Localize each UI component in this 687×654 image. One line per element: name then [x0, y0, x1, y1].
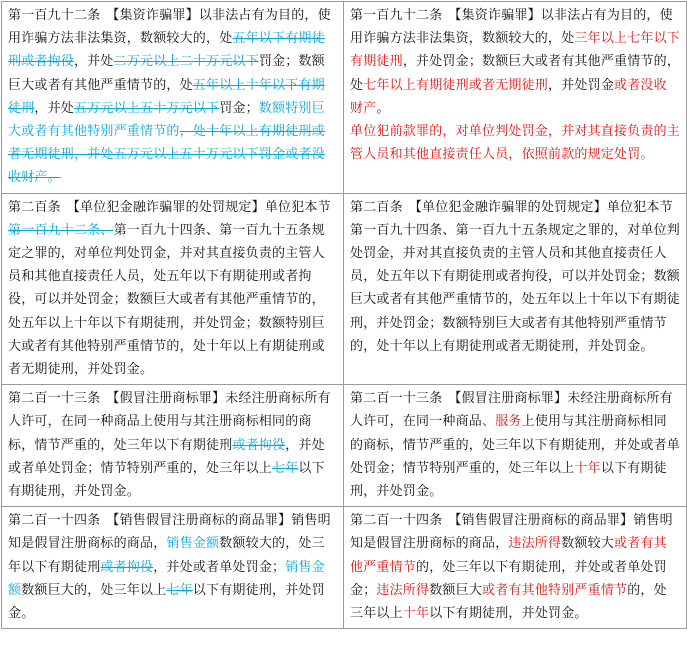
text-segment: 以下有期徒刑，并处罚金。: [8, 460, 325, 500]
old-text-cell: [2, 193, 344, 385]
text-segment: 。: [376, 100, 390, 116]
text-segment: 的，处三年以上: [350, 582, 667, 622]
text-segment: ，并处或者单处罚金；情节特别严重的，处三年以上: [8, 437, 325, 476]
article-number: 第二百条: [8, 199, 61, 215]
article-title: 【假冒注册商标罪】: [106, 391, 226, 407]
amended-text: 违法所得: [508, 536, 562, 552]
amended-text: 单位犯前款罪的，对单位判处罚金，并对其直接负责的主管人员和其他直接责任人员，依照前款的规定处罚。: [350, 124, 681, 163]
amended-text: 或者有其他特别严重情节: [482, 582, 628, 598]
deleted-text: 二万元以上二十万元以下: [113, 54, 259, 70]
amended-text: 或者没收财产: [350, 77, 667, 116]
text-segment: 未经注册商标所有人许可，在同一种商品: [350, 391, 673, 430]
amended-text: 十年: [402, 606, 430, 622]
deleted-text: ，处十年以上有期徒刑或者无期徒刑，并处五万元以上五十万元以下罚金或者没收财产。: [8, 124, 325, 186]
deleted-text: 七年: [166, 582, 193, 598]
new-text-cell: [344, 2, 687, 194]
deleted-text: 五年以上十年以下有期徒刑: [8, 77, 325, 116]
deleted-text: 五年以下有期徒刑或者拘役: [8, 31, 325, 70]
text-segment: 以非法占有为目的，使用诈骗方法非法集资，数额较大的，处: [8, 8, 331, 47]
text-segment: 以下有期徒刑，并处罚金。: [350, 460, 667, 500]
text-segment: 的，处三年以下有期徒刑，并处或者单处罚金；: [350, 559, 667, 598]
table-row-art192: [2, 2, 687, 194]
article-title: 【销售假冒注册商标的商品罪】: [448, 513, 634, 529]
text-segment: 单位犯本节: [264, 199, 331, 215]
amended-text: 三年以上七年以下有期徒刑: [350, 31, 681, 70]
inserted-text: 销售金额: [8, 559, 325, 598]
text-segment: 以下有期徒刑，并处罚金。: [8, 582, 325, 622]
text-segment: 销售明知是假冒注册商标的商品，: [8, 513, 331, 552]
article-title: 【销售假冒注册商标的商品罪】: [106, 513, 292, 529]
inserted-text: 数额特别巨大或者有其他特别严重情节的: [8, 100, 325, 140]
text-segment: 未经注册商标所有人许可，在同一种商品上使用与其注册商标相同的商标，情节严重的，处三年以下有期徒刑: [8, 391, 331, 453]
article-number: 第一百九十二条: [8, 8, 101, 23]
text-segment: 以非法占有为目的，使用诈骗方法非法集资，数额较大的，处: [350, 8, 673, 47]
article-number: 第一百九十二条: [350, 8, 443, 23]
text-segment: 数额巨大: [429, 582, 483, 598]
old-text-cell: [2, 507, 344, 629]
article-number: 第二百一十四条: [8, 513, 101, 529]
text-segment: 罚金；: [219, 100, 259, 116]
amended-text: 违法所得: [376, 582, 430, 598]
article-title: 【集资诈骗罪】: [448, 8, 541, 23]
text-segment: ，并处: [74, 54, 114, 70]
text-segment: ，并处或者单处罚金；: [153, 559, 286, 575]
deleted-text: 第一百九十二条、: [8, 222, 114, 238]
amended-text: 十年: [574, 460, 601, 476]
text-segment: 以下有期徒刑，并处罚金。: [429, 606, 588, 622]
article-number: 第二百条: [350, 199, 403, 215]
text-segment: ，并处罚金: [548, 77, 615, 93]
article-number: 第二百一十三条: [350, 391, 443, 407]
new-text-cell: [344, 507, 687, 629]
table-row-art214: [2, 507, 687, 629]
old-text-cell: [2, 2, 344, 194]
deleted-text: 七年: [272, 460, 299, 476]
text-segment: 数额较大的，处三年以下有期徒刑: [8, 536, 325, 575]
text-segment: 单位犯本节第一百九十四条、第一百九十五条规定之罪的，对单位判处罚金，并对其直接负责的主管人员和其他直接责任人员，处五年以下有期徒刑或者拘役，可以并处罚金；数额巨大或者有其他严重情节的，处五年以上十年以下有期徒刑，并处罚金；数额特别巨大或者有其他特别严重情节的，处十年以上有期徒刑或者无期徒刑，并处罚金。: [350, 199, 681, 354]
amended-text: 或者有其他严重情节: [350, 536, 667, 575]
text-segment: 数额巨大的，处三年以上: [21, 582, 167, 598]
article-title: 【单位犯金融诈骗罪的处罚规定】: [408, 199, 607, 215]
text-segment: 数额较大: [561, 536, 615, 552]
table-row-art200: [2, 193, 687, 385]
text-segment: 销售明知是假冒注册商标的商品，: [350, 513, 673, 552]
text-segment: 上使用与其注册商标相同的商标，情节严重的，处三年以下有期徒刑，并处或者单处罚金；情节特别严重的，处三年以上: [350, 414, 681, 476]
amended-text: 、服务: [482, 414, 522, 430]
new-text-cell: [344, 193, 687, 385]
article-number: 第二百一十四条: [350, 513, 443, 529]
text-segment: 罚金；数额巨大或者有其他严重情节的，处: [8, 54, 325, 93]
article-title: 【假冒注册商标罪】: [448, 391, 568, 407]
amended-text: 七年以上有期徒刑或者无期徒刑: [363, 77, 549, 93]
deleted-text: 或者拘役: [100, 559, 154, 575]
text-segment: 第一百九十四条、第一百九十五条规定之罪的，对单位判处罚金，并对其直接负责的主管人员和其他直接责任人员，处五年以下有期徒刑或者拘役，可以并处罚金；数额巨大或者有其他严重情节的，处五年以上十年以下有期徒刑，并处罚金；数额特别巨大或者有其他特别严重情节的，处十年以上有期徒刑或者无期徒刑，并处罚金。: [8, 222, 325, 378]
article-title: 【集资诈骗罪】: [106, 8, 199, 23]
deleted-text: 或者拘役: [232, 437, 286, 453]
inserted-text: 销售金额: [166, 536, 220, 552]
deleted-text: 五万元以上五十万元以下: [74, 100, 220, 116]
table-row-art213: [2, 385, 687, 507]
text-segment: ，并处: [34, 100, 75, 116]
article-number: 第二百一十三条: [8, 391, 101, 407]
article-title: 【单位犯金融诈骗罪的处罚规定】: [66, 199, 265, 215]
new-text-cell: [344, 385, 687, 507]
old-text-cell: [2, 385, 344, 507]
comparison-table: [1, 1, 687, 629]
text-segment: ，并处罚金；数额巨大或者有其他严重情节的，处: [350, 54, 681, 93]
